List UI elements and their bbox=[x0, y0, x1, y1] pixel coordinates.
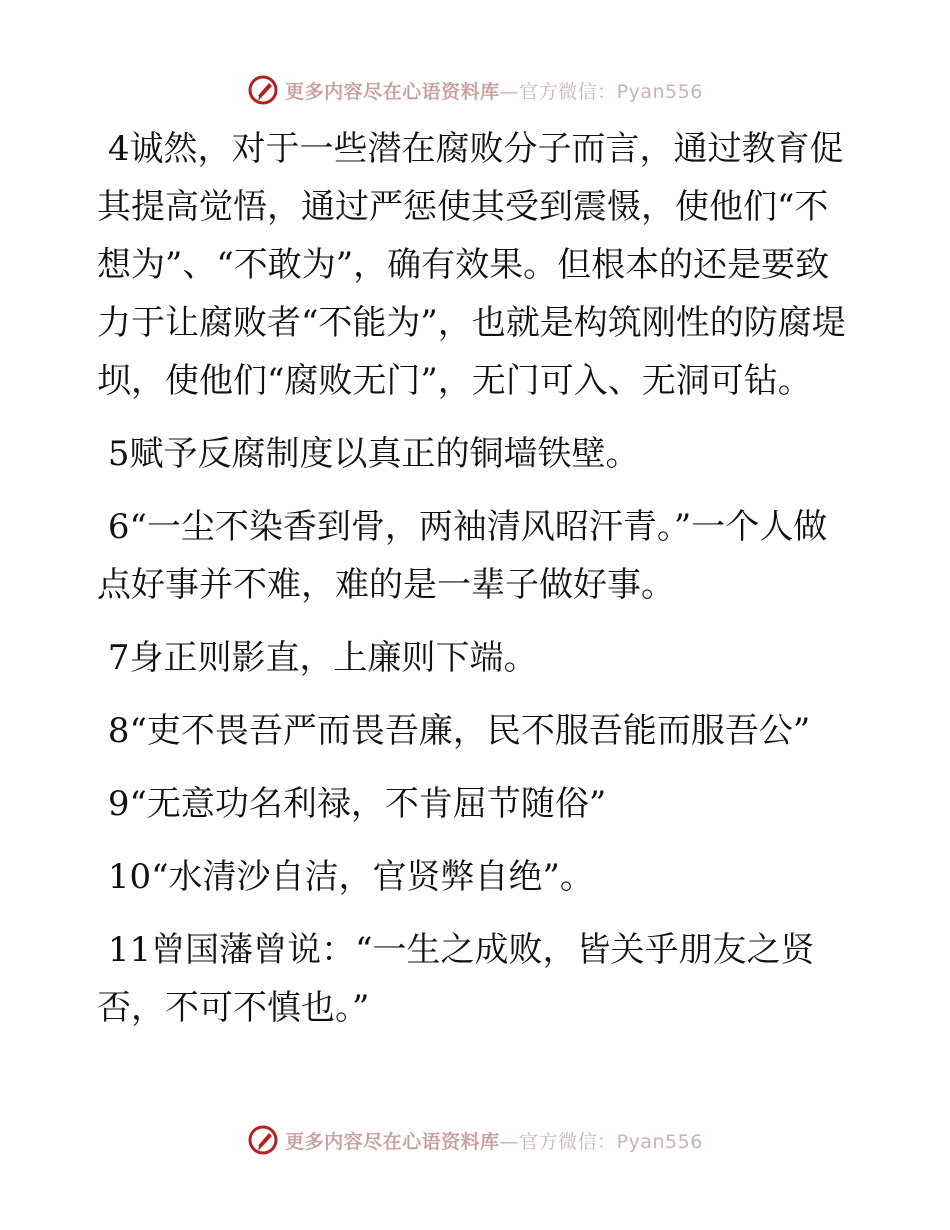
footer-watermark bbox=[0, 1120, 950, 1160]
document-body bbox=[97, 120, 857, 1052]
paragraph-11: 11曾国藩曾说：“一生之成败，皆关乎朋友之贤否，不可不慎也。” bbox=[97, 930, 815, 1028]
paragraph-5: 5赋予反腐制度以真正的铜墙铁壁。 bbox=[97, 434, 640, 474]
footer-watermark-contact-text: —官方微信：Pyan556 bbox=[499, 1130, 703, 1153]
footer-watermark-main-text: 更多内容尽在心语资料库 bbox=[285, 1130, 500, 1153]
paragraph-6: 6“一尘不染香到骨，两袖清风昭汗青。”一个人做点好事并不难，难的是一辈子做好事。 bbox=[97, 507, 828, 605]
header-watermark bbox=[0, 70, 950, 110]
paragraph-8: 8“吏不畏吾严而畏吾廉，民不服吾能而服吾公” bbox=[97, 711, 811, 751]
paragraph-10: 10“水清沙自洁，官贤弊自绝”。 bbox=[97, 857, 594, 897]
paragraph-4: 4诚然，对于一些潜在腐败分子而言，通过教育促其提高觉悟，通过严惩使其受到震慑，使他们“不想为”、“不敢为”，确有效果。但根本的还是要致力于让腐败者“不能为”，也就是构筑刚性的防腐堤坝，使他们“腐败无门”，无门可入、无洞可钻。 bbox=[97, 129, 846, 401]
paragraph-9: 9“无意功名利禄，不肯屈节随俗” bbox=[97, 784, 607, 824]
pen-nib-circle-icon bbox=[247, 74, 279, 106]
watermark-contact-text: —官方微信：Pyan556 bbox=[499, 80, 703, 103]
paragraph-7: 7身正则影直，上廉则下端。 bbox=[97, 638, 538, 678]
watermark-main-text: 更多内容尽在心语资料库 bbox=[285, 80, 500, 103]
pen-nib-circle-icon bbox=[247, 1124, 279, 1156]
